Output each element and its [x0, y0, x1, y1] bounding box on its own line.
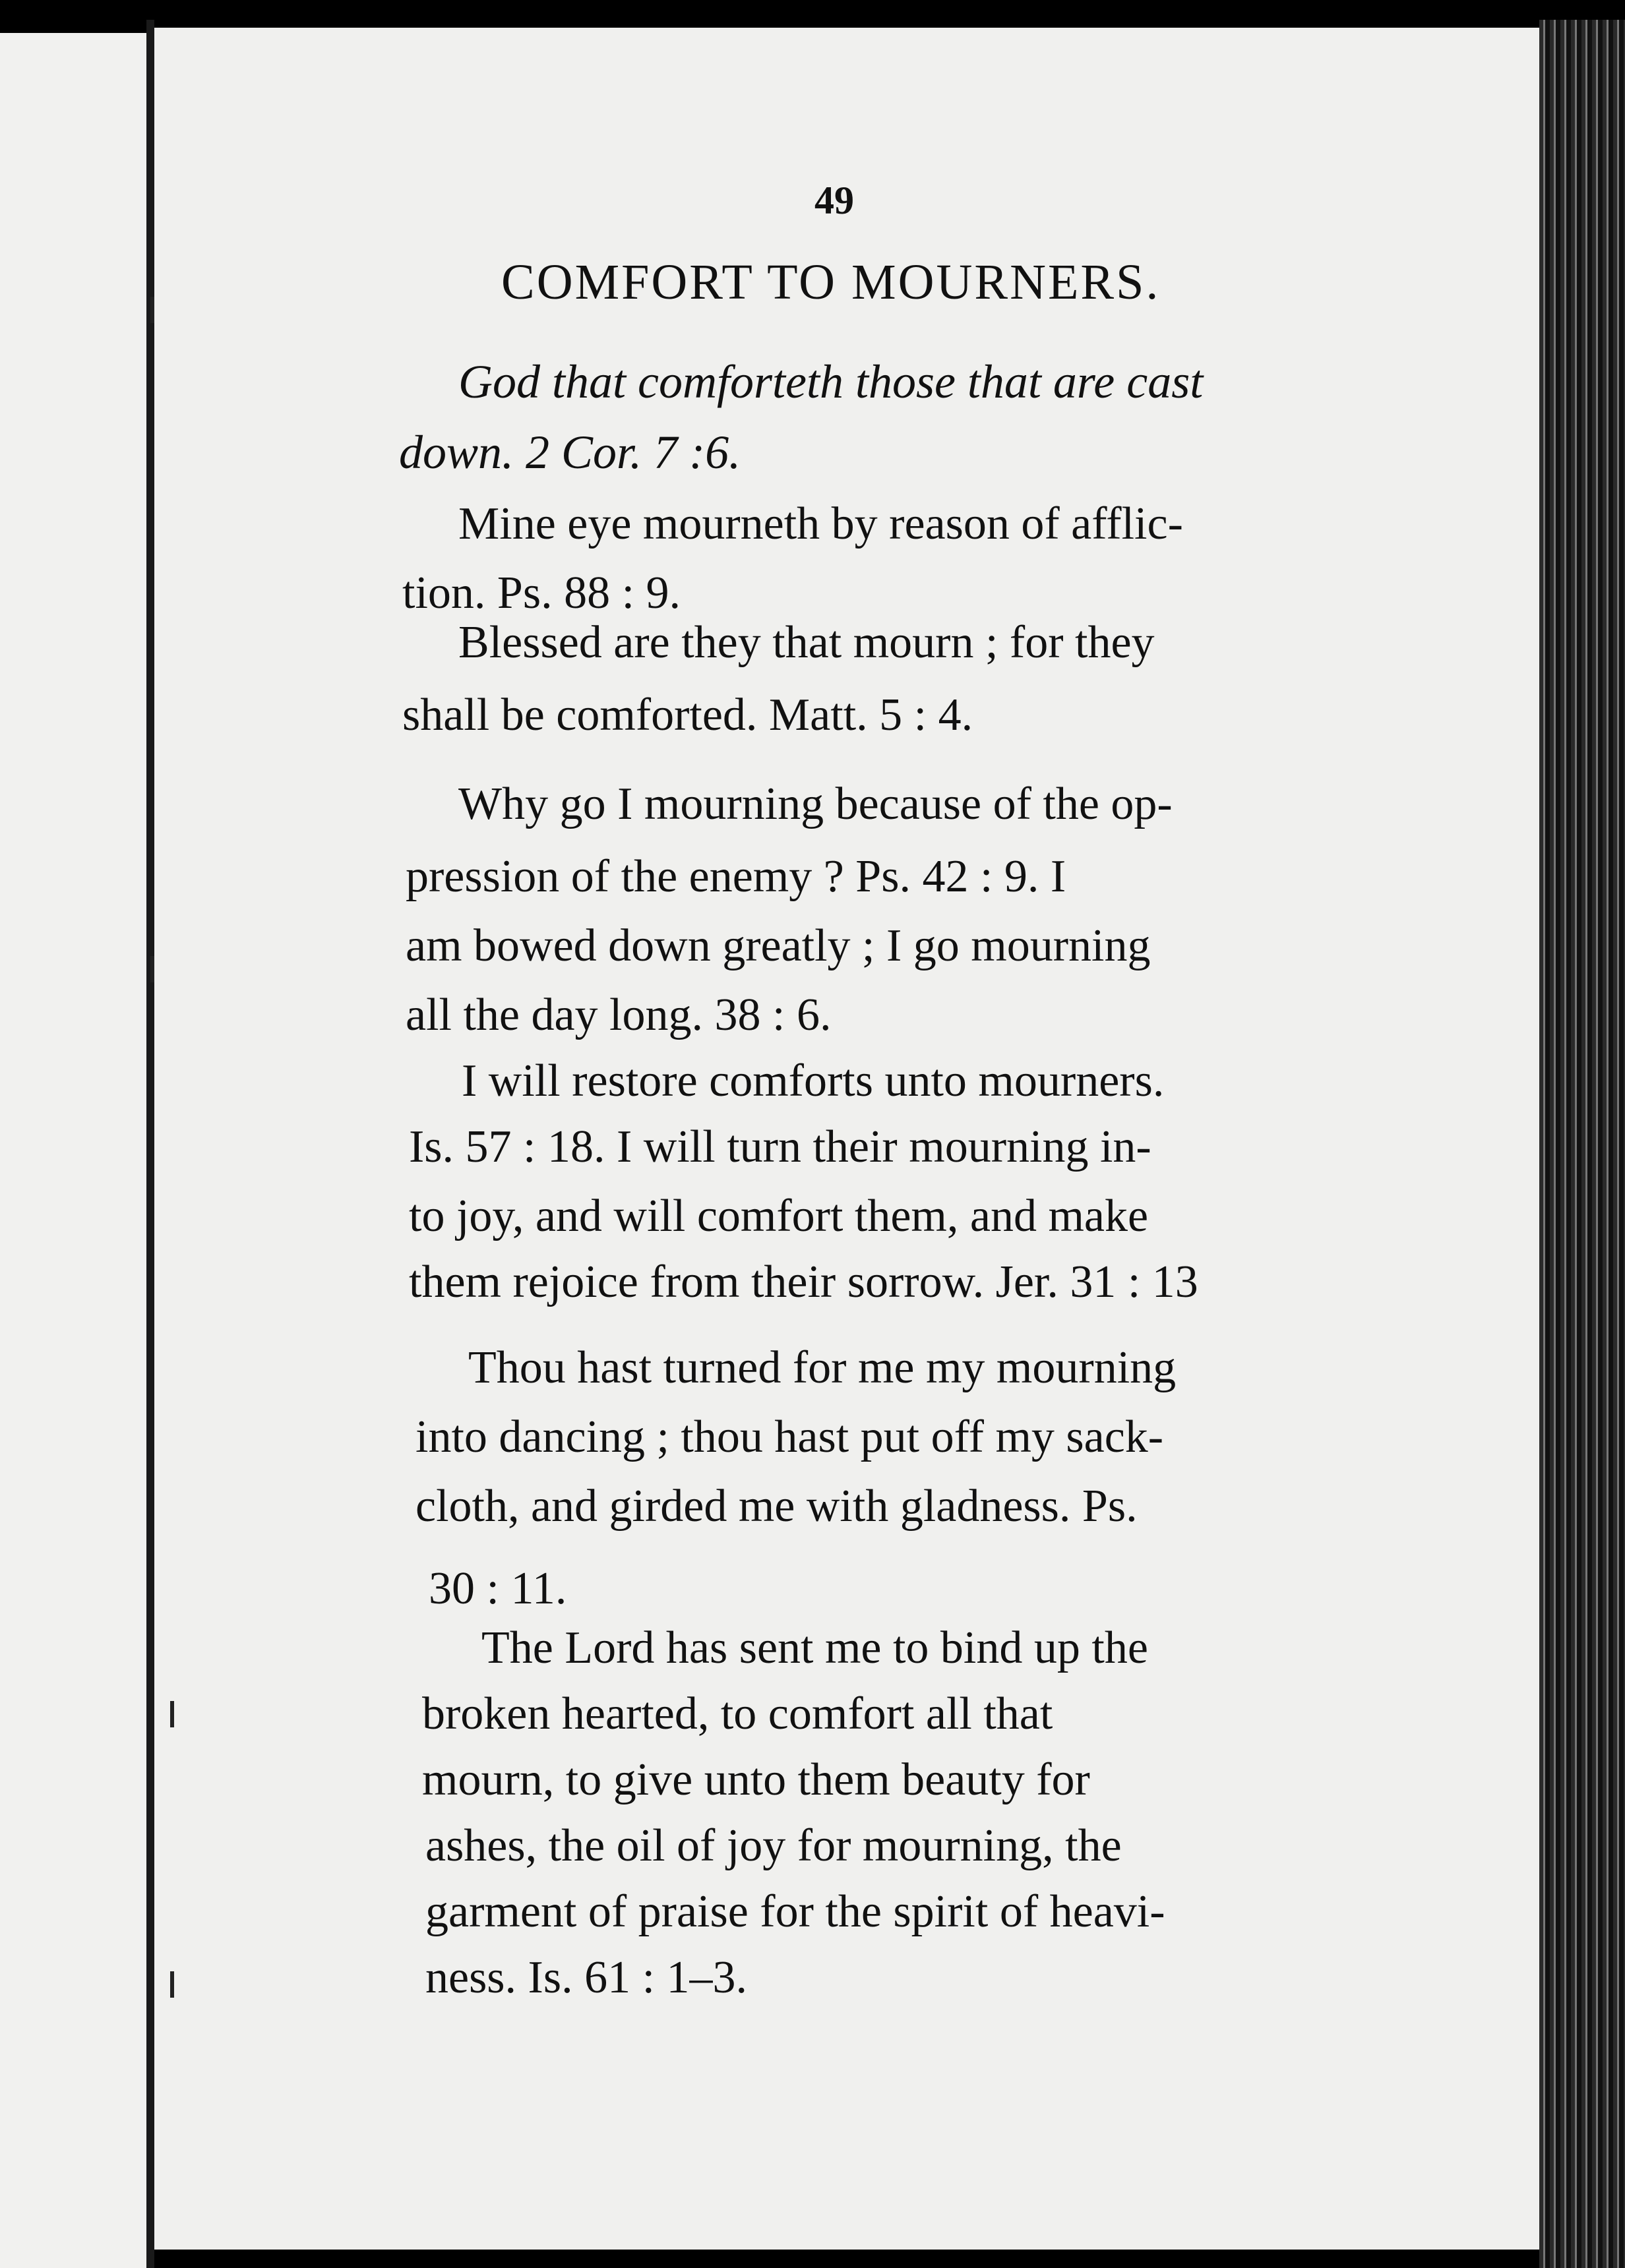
verse-line: mourn, to give unto them beauty for — [422, 1754, 1090, 1805]
verse-line: into dancing ; thou hast put off my sack- — [415, 1412, 1164, 1462]
verse-line: tion. Ps. 88 : 9. — [402, 568, 681, 618]
verse-line: 30 : 11. — [429, 1563, 567, 1614]
verse-line: Blessed are they that mourn ; for they — [458, 617, 1155, 668]
verse-line: I will restore comforts unto mourners. — [462, 1056, 1165, 1106]
verse-line: Thou hast turned for me my mourning — [468, 1342, 1177, 1393]
verse-line: Why go I mourning because of the op- — [458, 779, 1173, 829]
page-edges — [1539, 20, 1625, 2268]
verse-line: cloth, and girded me with gladness. Ps. — [415, 1481, 1138, 1532]
verse-line: broken hearted, to comfort all that — [422, 1688, 1053, 1739]
page-heading: COMFORT TO MOURNERS. — [501, 254, 1161, 310]
verse-line: garment of praise for the spirit of heavi- — [425, 1886, 1165, 1937]
scan-mark — [170, 1971, 174, 1998]
verse-line: shall be comforted. Matt. 5 : 4. — [402, 690, 973, 740]
verse-line: Is. 57 : 18. I will turn their mourning in- — [409, 1121, 1151, 1172]
previous-page-edge — [0, 33, 146, 2268]
verse-line: all the day long. 38 : 6. — [406, 990, 832, 1040]
verse-line: The Lord has sent me to bind up the — [481, 1623, 1148, 1673]
book-gutter — [146, 20, 154, 2268]
verse-line: to joy, and will comfort them, and make — [409, 1191, 1149, 1241]
scan-mark — [170, 1701, 174, 1727]
verse-line: am bowed down greatly ; I go mourning — [406, 920, 1151, 971]
verse-line: Mine eye mourneth by reason of afflic- — [458, 498, 1183, 549]
verse-line: ness. Is. 61 : 1–3. — [425, 1952, 748, 2003]
verse-line: God that comforteth those that are cast — [458, 355, 1204, 408]
verse-line: ashes, the oil of joy for mourning, the — [425, 1820, 1122, 1871]
verse-line: pression of the enemy ? Ps. 42 : 9. I — [406, 851, 1066, 902]
scan-mark — [150, 297, 154, 323]
verse-line: them rejoice from their sorrow. Jer. 31 : 13 — [409, 1257, 1198, 1307]
verse-line: down. 2 Cor. 7 :6. — [399, 426, 741, 479]
scan-mark — [150, 956, 154, 982]
page-number: 49 — [814, 179, 854, 222]
